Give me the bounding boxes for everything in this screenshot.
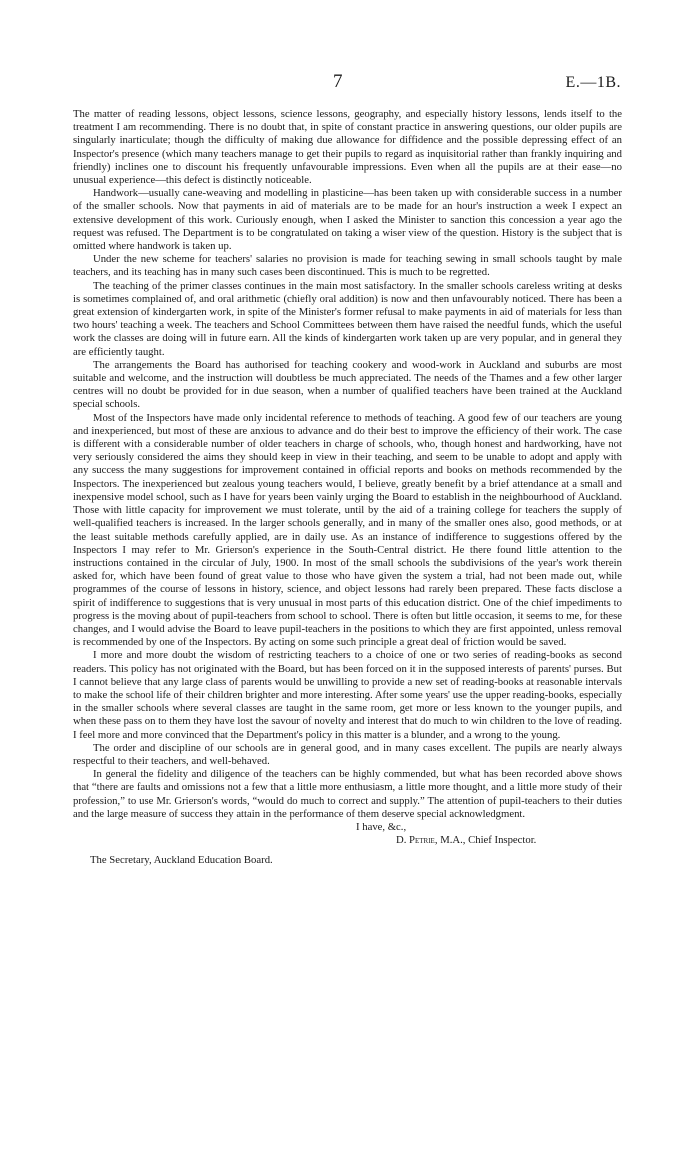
paragraph-discipline: The order and discipline of our schools are in general good, and in many cases excellent. The pupils are nearly always respectful to their teachers, and well-behaved.: [73, 741, 622, 767]
paragraph-sewing: Under the new scheme for teachers' salaries no provision is made for teaching sewing in small schools taught by male teachers, and its teaching has in many such cases been discontinued. This is much to be regretted.: [73, 253, 622, 279]
paragraph-fidelity: In general the fidelity and diligence of the teachers can be highly commended, but what has been recorded above shows that “there are faults and omissions not a few that a little more enthusiasm, a little more thought, and a little more study of their profession,” to use Mr. Grierson's words, “would do much to correct and supply.” The attention of pupil-teachers to their duties and the large measure of success they attain in the performance of them deserve special acknowledgment.: [73, 768, 622, 820]
report-body: [73, 108, 622, 875]
document-reference: E.—1B.: [565, 74, 621, 91]
signatory-title: , M.A., Chief Inspector.: [434, 833, 537, 846]
paragraph-primer-classes: The teaching of the primer classes continues in the main most satisfactory. In the smaller schools careless writing at desks is sometimes complained of, and oral arithmetic (chiefly oral addition) is now and then unfavourably noticed. There has been a great extension of kindergarten work, in spite of the Minister's former refusal to make payments in aid of materials for less than two hours' teaching a week. The teachers and School Committees between them have raised the needful funds, which the useful work the classes are doing will in future earn. All the kinds of kindergarten work taken up are very popular, and in general they are efficiently taught.: [73, 279, 622, 358]
signatory-name: D. Petrie: [396, 833, 435, 846]
page-number: 7: [333, 71, 343, 92]
signature-block: [73, 821, 622, 875]
paragraph-reading-lessons: The matter of reading lessons, object lessons, science lessons, geography, and especially history lessons, lends itself to the treatment I am recommending. There is no doubt that, in spite of constant practice in answering questions, our older pupils are singularly inarticulate; though the difficulty of making due allowance for diffidence and the possible depressing effect of an Inspector's presence (which many teachers manage to get their pupils to regard as inquisitorial rather than frankly inquiring and friendly) inclines one to discount his frequently unfavourable impressions. Even when all the pupils are at their ease—no unusual experience—this defect is distinctly noticeable.: [73, 108, 622, 187]
paragraph-reading-books: I more and more doubt the wisdom of restricting teachers to a choice of one or two series of reading-books as second readers. This policy has not originated with the Board, but has been forced on it in the supposed interests of parents' purses. But I cannot believe that any large class of parents would be unwilling to provide a new set of reading-books at reasonable intervals to make the school life of their children brighter and more interesting. After some years' use the upper reading-books, especially in the smaller schools where several classes are taught in the same room, get more or less known to the younger pupils, and when these pass on to them they have lost the savour of novelty and interest that do much to win children to the love of reading. I feel more and more convinced that the Department's policy in this matter is a blunder, and a wrong to the young.: [73, 649, 622, 741]
paragraph-handwork: Handwork—usually cane-weaving and modelling in plasticine—has been taken up with considerable success in a number of the smaller schools. Now that payments in aid of materials are to be made for an hour's instruction a week I expect an extensive development of this work. Curiously enough, when I asked the Minister to sanction this concession a year ago the request was refused. The Department is to be congratulated on taking a wiser view of the question. History is the subject that is omitted where handwork is taken up.: [73, 187, 622, 253]
recipient-line: The Secretary, Auckland Education Board.: [90, 853, 273, 866]
signature: [396, 834, 536, 847]
paragraph-cookery-woodwork: The arrangements the Board has authorised for teaching cookery and wood-work in Auckland and suburbs are most suitable and welcome, and the instruction will doubtless be much appreciated. The needs of the Thames and a few other larger centres will no doubt be provided for in due season, when a number of qualified teachers have been trained at the Auckland special schools.: [73, 358, 622, 411]
paragraph-methods-of-teaching: Most of the Inspectors have made only incidental reference to methods of teaching. A good few of our teachers are young and inexperienced, but most of these are anxious to advance and do their best to improve the efficiency of their work. The case is different with a considerable number of older teachers in charge of schools, who, though honest and hardworking, have not very seriously considered the aims they should keep in view in their teaching, and seem to be unable to adopt and apply with any success the many suggestions for improvement contained in official reports and books on methods recommended by the Inspectors. The inexperienced but zealous young teachers would, I believe, greatly benefit by a brief attendance at a small and inexpensive model school, such as I have for years been vainly urging the Board to establish in the neighbourhood of Auckland. Those with little capacity for improvement we must tolerate, until by the aid of a training college for teachers the supply of well-qualified teachers is increased. In the larger schools generally, and in many of the smaller ones also, good methods, or at the least suitable methods carefully applied, are in daily use. As an instance of indifference to suggestions offered by the Inspectors I may refer to Mr. Grierson's experience in the South-Central district. He there found little attention to the instructions contained in the circular of July, 1900. In most of the small schools the subdivisions of the year's work therein asked for, which have been found of great value to those who have given the system a trial, had not been made out, while programmes of the course of lessons in history, science, and object lessons had rarely been prepared. These facts disclose a spirit of indifference to suggestions that is very unusual in most parts of this education district. One of the chief impediments to progress is the moving about of pupil-teachers from school to school. There is often but little occasion, it seems to me, for these changes, and I would advise the Board to leave pupil-teachers in the positions to which they are first appointed, unless removal is recommended by one of the Inspectors. By acting on some such principle a great deal of friction would be saved.: [73, 411, 622, 649]
closing-line: I have, &c.,: [356, 820, 407, 833]
